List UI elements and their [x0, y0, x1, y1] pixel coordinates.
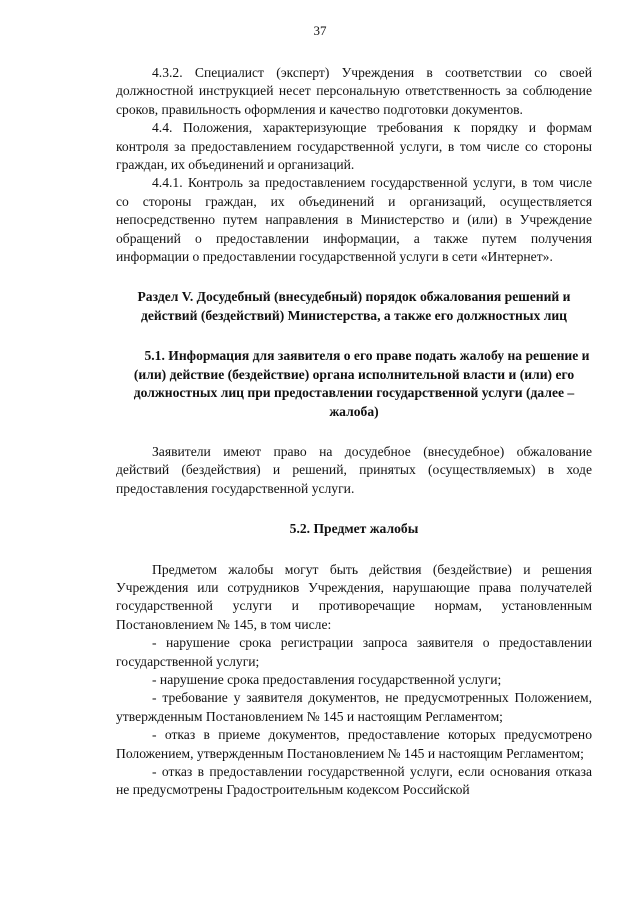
page-number: 37: [313, 23, 327, 38]
document-body: [116, 64, 592, 800]
paragraph-5-1: Заявители имеют право на досудебное (внесудебное) обжалование действий (бездействия) и решений, принятых (осуществляемых) в ходе предоставления государственной услуги.: [116, 443, 592, 496]
section-v-heading: Раздел V. Досудебный (внесудебный) порядок обжалования решений и действий (бездействий) Министерства, а также его должностных лиц: [137, 289, 571, 323]
list-item: - отказ в приеме документов, предоставление которых предусмотрено Положением, утвержденным Постановлением № 145 и настоящим Регламентом;: [116, 727, 592, 761]
list-item: - нарушение срока предоставления государственной услуги;: [152, 671, 502, 687]
list-item: - требование у заявителя документов, не предусмотренных Положением, утвержденным Постановлением № 145 и настоящим Регламентом;: [116, 690, 592, 724]
paragraph-5-2: Предметом жалобы могут быть действия (бездействие) и решения Учреждения или сотрудников Учреждения, нарушающие права получателей государственной услуги и противоречащие нормам, установленным Постановлением № 145, в том числе:: [116, 561, 592, 632]
paragraph-4-4: 4.4. Положения, характеризующие требования к порядку и формам контроля за предоставлением государственной услуги, в том числе со стороны граждан, их объединений и организаций.: [116, 120, 592, 173]
list-item: - нарушение срока регистрации запроса заявителя о предоставлении государственной услуги;: [116, 635, 592, 669]
list-item: - отказ в предоставлении государственной услуги, если основания отказа не предусмотрены Градостроительным кодексом Российской: [116, 764, 592, 798]
subsection-5-2-heading: 5.2. Предмет жалобы: [289, 521, 419, 537]
subsection-5-1-heading: 5.1. Информация для заявителя о его праве подать жалобу на решение и (или) действие (бездействие) органа исполнительной власти и (или) его должностных лиц при предоставлении государственной услуги (далее – жалоба): [133, 348, 590, 419]
paragraph-4-3-2: 4.3.2. Специалист (эксперт) Учреждения в соответствии со своей должностной инструкцией несет персональную ответственность за соблюдение сроков, правильность оформления и качество подготовки документов.: [116, 65, 592, 117]
paragraph-4-4-1: 4.4.1. Контроль за предоставлением государственной услуги, в том числе со стороны граждан, их объединений и организаций, осуществляется непосредственно путем направления в Министерство и (или) в Учреждение обращений о предоставлении информации, а также путем получения информации о предоставлении государственной услуги в сети «Интернет».: [116, 175, 592, 265]
